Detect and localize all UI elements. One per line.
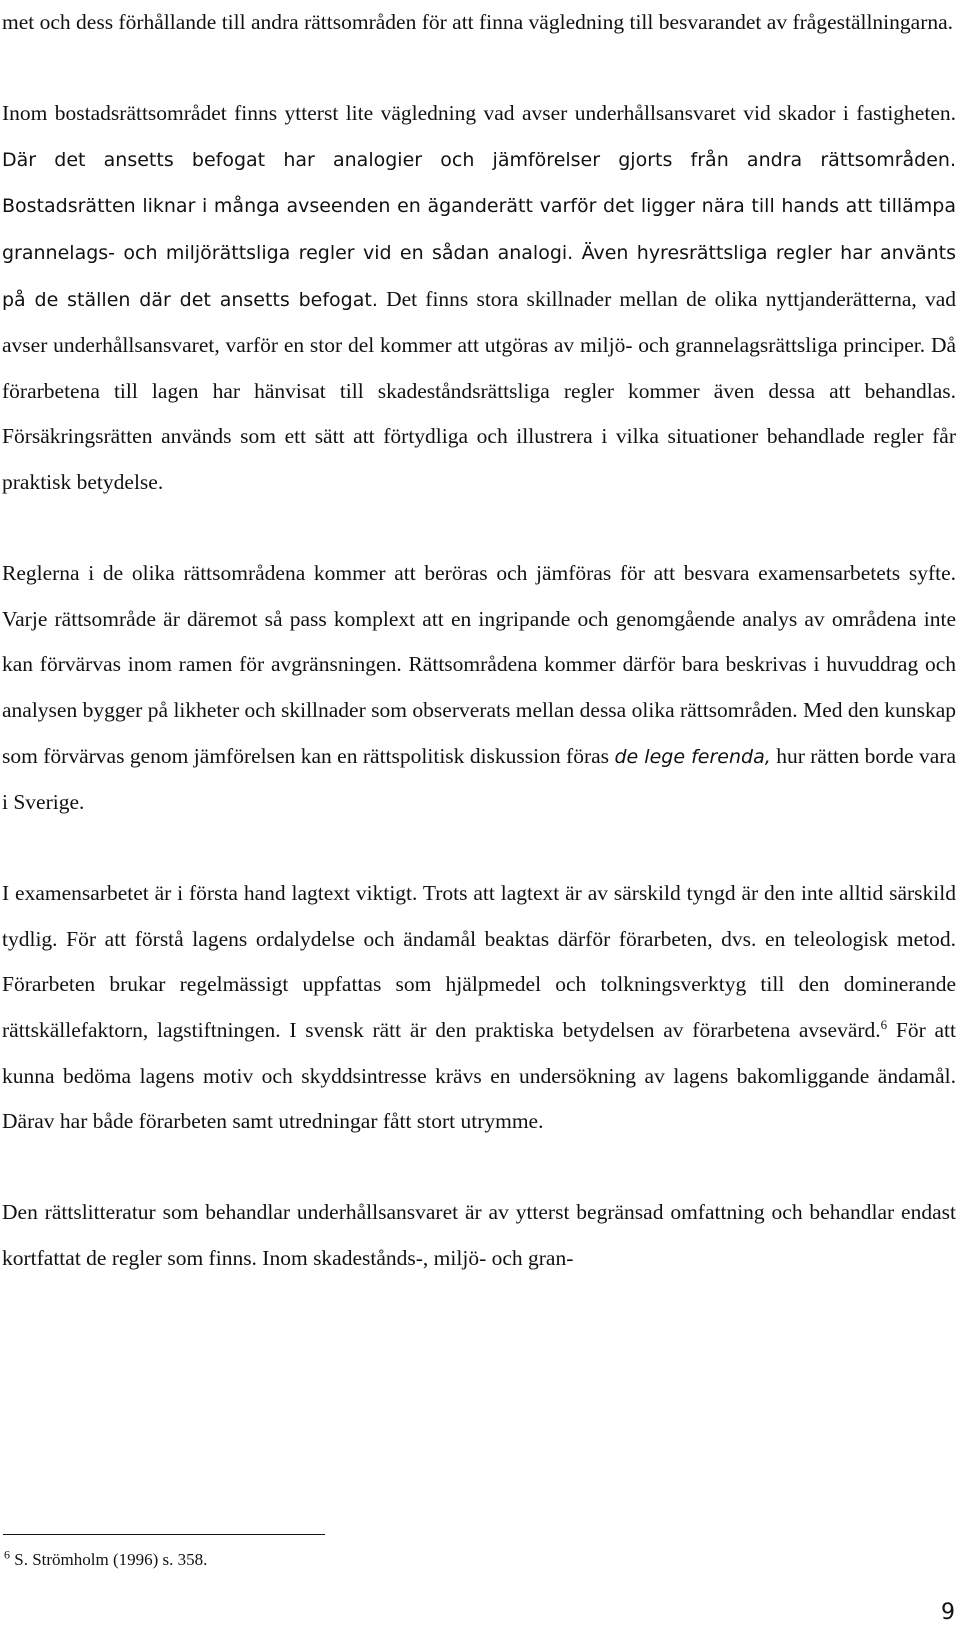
sentence: Rättsområdena kommer därför bara beskrivas i huvuddrag och analysen bygger på likheter och skillnader som observerats mellan dessa olika rättsområden. <box>2 652 957 722</box>
footnote-number: 6 <box>4 1547 10 1562</box>
page-number: 9 <box>941 1600 955 1625</box>
paragraph-text: met och dess förhållande till andra rättsområden för att finna vägledning till besvarandet av frågeställningarna. <box>2 10 954 34</box>
paragraph-continuation <box>2 0 956 46</box>
paragraph-purpose <box>2 551 956 826</box>
sentence: Med den kunskap som förvärvas genom jämförelsen kan en rättspolitisk diskussion föras <box>2 697 957 768</box>
sentence: hur rätten borde vara i Sverige. <box>2 743 956 815</box>
body-text <box>2 0 956 1327</box>
sentence: I examensarbetet är i första hand lagtext viktigt. <box>2 881 418 906</box>
footnote-divider <box>3 1534 325 1535</box>
sentence: Förarbeten brukar regelmässigt uppfattas som hjälpmedel och tolkningsverktyg till den dominerande rättskällefaktorn, lagstiftningen. <box>2 972 956 1043</box>
paragraph-scope <box>2 91 956 505</box>
footnote <box>4 1549 207 1571</box>
sentence: Varje rättsområde är däremot så pass komplext att en ingripande och genomgående analys av områdena inte kan förvärvas inom ramen för avgränsningen. <box>2 606 956 677</box>
latin-phrase: de lege ferenda, <box>614 745 771 768</box>
sentence: För att förstå lagens ordalydelse och ändamål beaktas därför förarbeten, dvs. en teleologisk metod. <box>66 926 957 951</box>
sentence: Då förarbetena till lagen har hänvisat till skadeståndsrättsliga regler kommer även dessa att behandlas. Försäkringsrätten används som ett sätt att förtydliga och illustrera i vilka situationer behandlade regler får praktisk betydelse. <box>2 333 957 494</box>
sentence: För att kunna bedöma lagens motiv och skyddsintresse krävs en undersökning av lagens bakomliggande ändamål. Därav har både förarbeten samt utredningar fått stort utrymme. <box>2 1018 956 1134</box>
sentence: I svensk rätt är den praktiska betydelsen av förarbetena avsevärd. <box>289 1018 881 1043</box>
sentence: Trots att lagtext är av särskild tyngd är den inte alltid särskild tydlig. <box>2 881 956 951</box>
paragraph-literature <box>2 1190 956 1281</box>
sentence: Reglerna i de olika rättsområdena kommer att beröras och jämföras för att besvara examensarbetets syfte. <box>2 561 956 586</box>
sentence: Den rättslitteratur som behandlar underhållsansvaret är av ytterst begränsad omfattning och behandlar endast kortfattat de regler som finns. Inom skadestånds-, miljö- och gran- <box>2 1200 956 1271</box>
footnote-text: S. Strömholm (1996) s. 358. <box>14 1550 208 1569</box>
sentence: Det finns stora skillnader mellan de olika nyttjanderätterna, vad avser underhållsansvaret, varför en stor del kommer att utgöras av miljö- och grannelagsrättsliga principer. <box>2 286 957 358</box>
footnote-reference[interactable]: 6 <box>880 1016 888 1032</box>
sentence: Där det ansetts befogat har analogier och jämförelser gjorts från andra rättsområden. Bostadsrätten liknar i många avseenden en äganderätt varför det ligger nära till hands att tillämpa grannelags- och miljörättsliga regler vid en sådan analogi. Även hyresrättsliga regler har använts på de ställen där det ansetts befogat. <box>2 148 956 311</box>
paragraph-method <box>2 871 956 1145</box>
sentence: Inom bostadsrättsområdet finns ytterst lite vägledning vad avser underhållsansvaret vid skador i fastigheten. <box>2 101 956 126</box>
